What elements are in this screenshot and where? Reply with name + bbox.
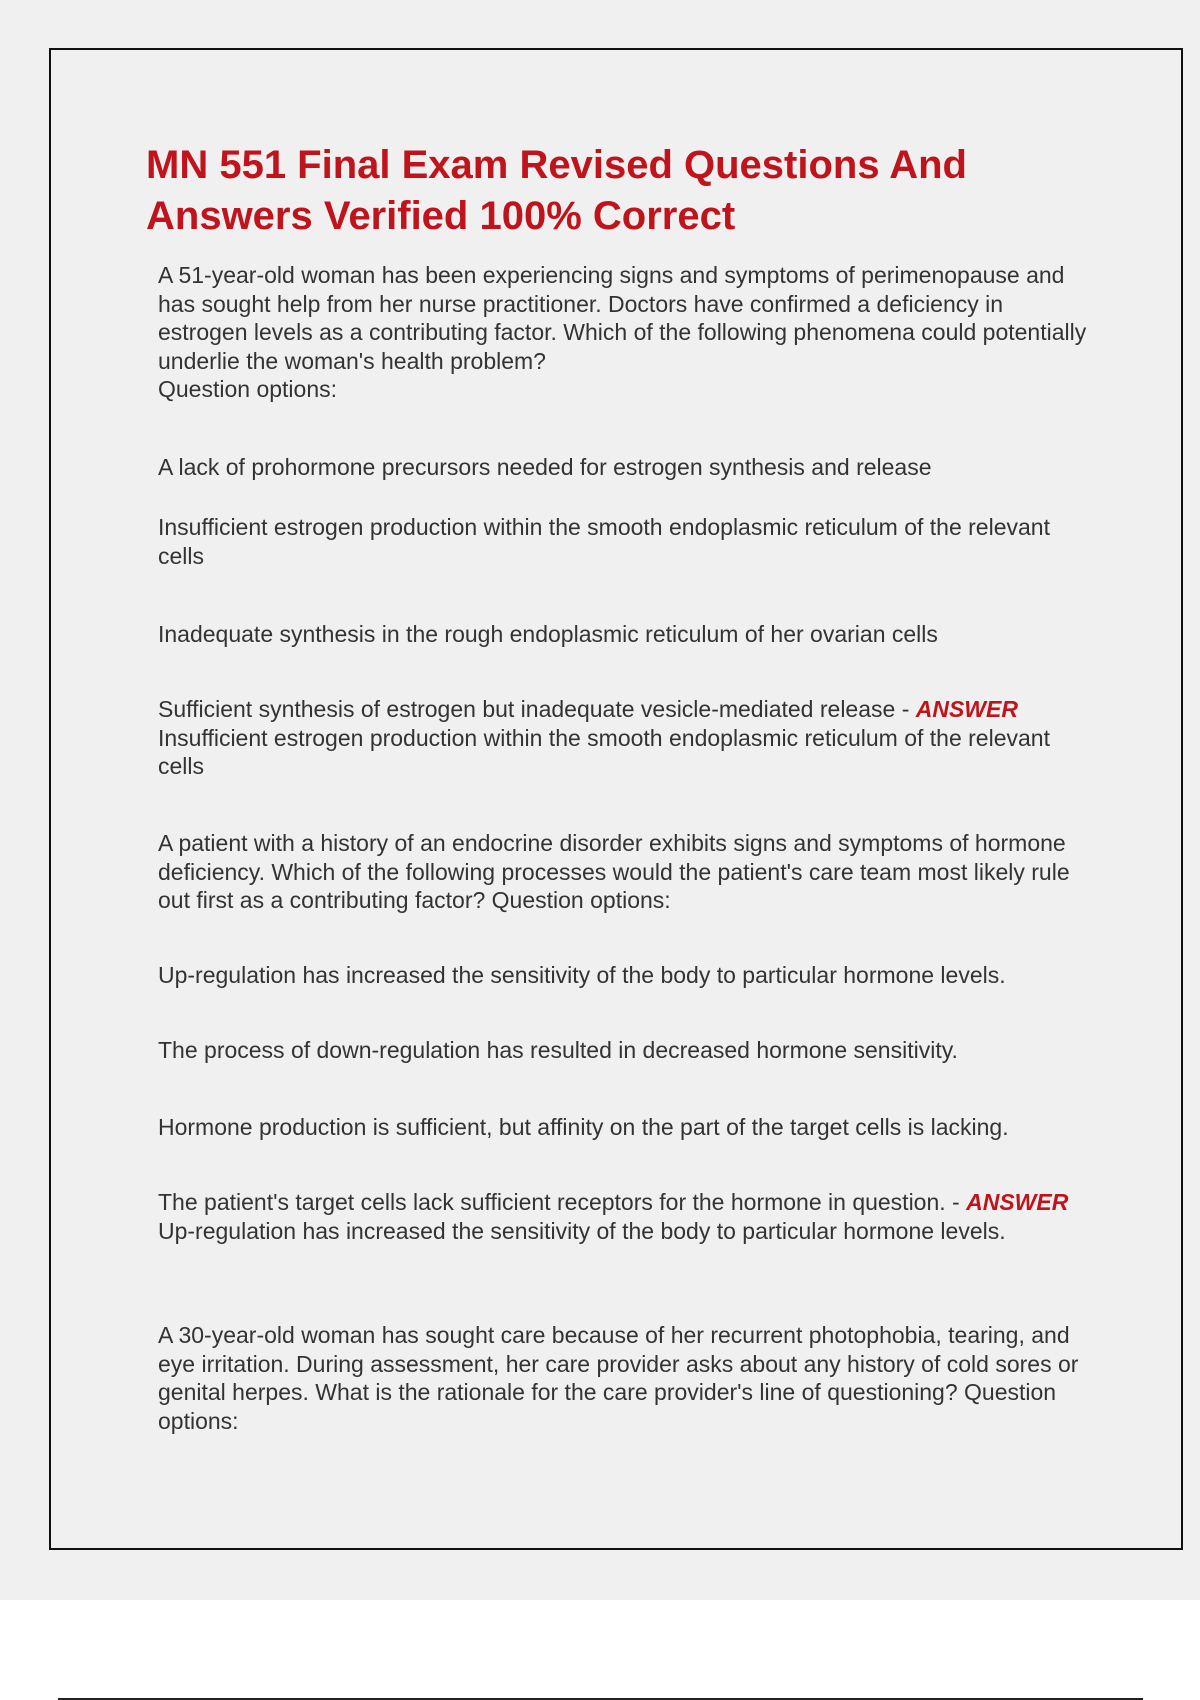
answer-marker: ANSWER	[915, 696, 1018, 722]
document-title: MN 551 Final Exam Revised Questions And Answers Verified 100% Correct	[146, 143, 967, 238]
question-2-stem: A patient with a history of an endocrine disorder exhibits signs and symptoms of hormone deficiency. Which of the following processes would the patient's care team most likely rule out first as a contributing factor? Question options:	[158, 830, 1070, 913]
question-1-option-a: A lack of prohormone precursors needed for estrogen synthesis and release	[158, 454, 932, 480]
question-1-option-d-with-answer	[158, 695, 1093, 781]
question-1-option-c: Inadequate synthesis in the rough endoplasmic reticulum of her ovarian cells	[158, 621, 938, 647]
question-3-stem: A 30-year-old woman has sought care because of her recurrent photophobia, tearing, and eye irritation. During assessment, her care provider asks about any history of cold sores or genital herpes. What is the rationale for the care provider's line of questioning? Question options:	[158, 1322, 1079, 1434]
question-2-option-d: The patient's target cells lack sufficient receptors for the hormone in question. -	[158, 1189, 960, 1215]
answer-marker: ANSWER	[966, 1189, 1069, 1215]
question-1-stem: A 51-year-old woman has been experiencing signs and symptoms of perimenopause and has sought help from her nurse practitioner. Doctors have confirmed a deficiency in estrogen levels as a contributing factor. Which of the following phenomena could potentially underlie the woman's health problem?	[158, 262, 1087, 374]
question-2-option-c: Hormone production is sufficient, but affinity on the part of the target cells is lacking.	[158, 1114, 1009, 1140]
question-2-option-a: Up-regulation has increased the sensitivity of the body to particular hormone levels.	[158, 962, 1006, 988]
question-2-option-b: The process of down-regulation has resulted in decreased hormone sensitivity.	[158, 1037, 958, 1063]
question-1-option-d: Sufficient synthesis of estrogen but inadequate vesicle-mediated release -	[158, 696, 910, 722]
question-2-answer: Up-regulation has increased the sensitivity of the body to particular hormone levels.	[158, 1217, 1006, 1244]
question-1-option-b: Insufficient estrogen production within the smooth endoplasmic reticulum of the relevant cells	[158, 514, 1050, 569]
question-2-option-d-with-answer	[158, 1188, 1093, 1245]
question-1-options-label: Question options:	[158, 376, 338, 402]
question-1	[158, 261, 1093, 404]
question-1-answer: Insufficient estrogen production within the smooth endoplasmic reticulum of the relevant cells	[158, 724, 1050, 779]
